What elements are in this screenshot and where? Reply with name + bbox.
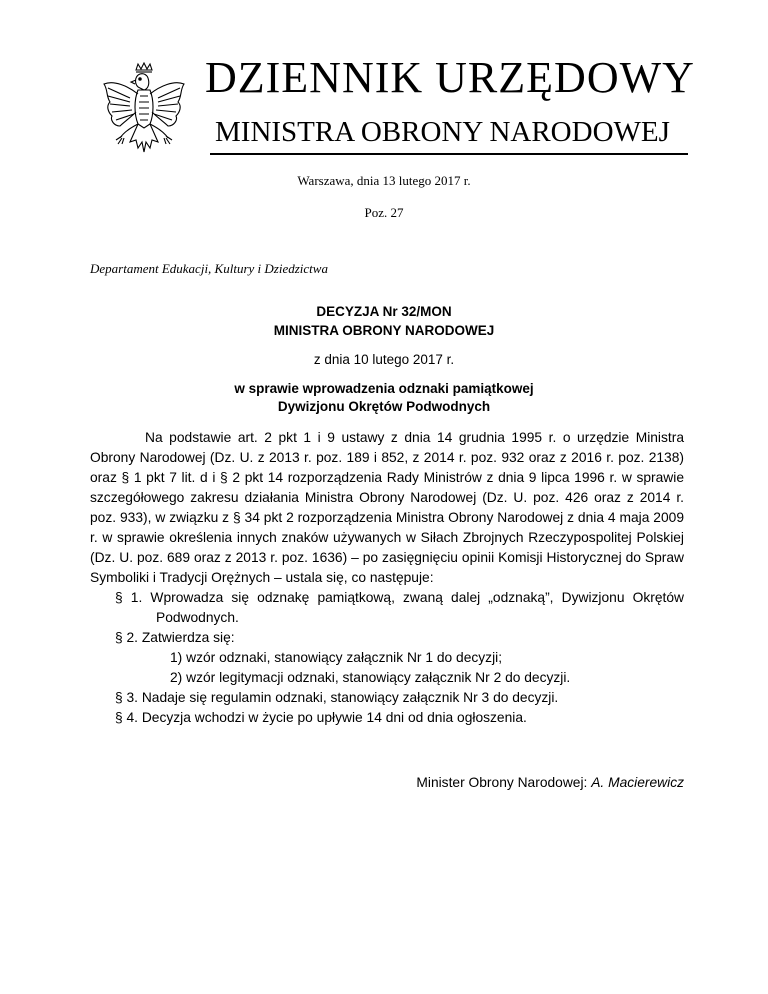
paragraph-2-item-2: 2) wzór legitymacji odznaki, stanowiący załącznik Nr 2 do decyzji. [170,670,571,685]
journal-title: DZIENNIK URZĘDOWY [205,53,695,102]
paragraph-3: § 3. Nadaje się regulamin odznaki, stanowiący załącznik Nr 3 do decyzji. [115,690,559,705]
paragraph-2-item-1: 1) wzór odznaki, stanowiący załącznik Nr 1 do decyzji; [170,650,503,665]
decision-subject-line-1: w sprawie wprowadzenia odznaki pamiątkowej [234,381,534,396]
paragraph-2: § 2. Zatwierdza się: [115,630,235,645]
eagle-emblem-icon [100,62,188,164]
paragraph-4: § 4. Decyzja wchodzi w życie po upływie 14 dni od dnia ogłoszenia. [115,710,527,725]
decision-body [90,428,684,728]
signature-name: A. Macierewicz [591,775,684,790]
header-divider [210,153,688,155]
department-name: Departament Edukacji, Kultury i Dziedzictwa [90,261,328,276]
legal-basis-paragraph: Na podstawie art. 2 pkt 1 i 9 ustawy z dnia 14 grudnia 1995 r. o urzędzie Ministra Obrony Narodowej (Dz. U. z 2013 r. poz. 189 i 852, z 2014 r. poz. 932 oraz z 2016 r. poz. 2138) oraz § 1 pkt 7 lit. d i § 2 pkt 14 rozporządzenia Rady Ministrów z dnia 9 lipca 1996 r. w sprawie szczegółowego zakresu działania Ministra Obrony Narodowej (Dz. U. poz. 426 oraz z 2014 r. poz. 933), w związku z § 34 pkt 2 rozporządzenia Ministra Obrony Narodowej z dnia 4 maja 2009 r. w sprawie określenia innych znaków używanych w Siłach Zbrojnych Rzeczypospolitej Polskiej (Dz. U. poz. 689 oraz z 2013 r. poz. 1636) – po zasięgnięciu opinii Komisji Historycznej do Spraw Symboliki i Tradycji Orężnych – ustala się, co następuje: [90,430,684,585]
journal-subtitle: MINISTRA OBRONY NARODOWEJ [215,116,670,148]
signature-block [416,775,684,790]
publication-date: Warszawa, dnia 13 lutego 2017 r. [297,173,471,188]
decision-subject-line-2: Dywizjonu Okrętów Podwodnych [277,399,491,414]
position-number: Poz. 27 [364,205,404,220]
signature-role: Minister Obrony Narodowej: [416,775,588,790]
decision-date: z dnia 10 lutego 2017 r. [313,352,455,367]
decision-title: DECYZJA Nr 32/MON [316,304,452,319]
paragraph-1: § 1. Wprowadza się odznakę pamiątkową, zwaną dalej „odznaką”, Dywizjonu Okrętów Podwodnych. [115,590,684,625]
decision-issuer: MINISTRA OBRONY NARODOWEJ [273,323,495,338]
